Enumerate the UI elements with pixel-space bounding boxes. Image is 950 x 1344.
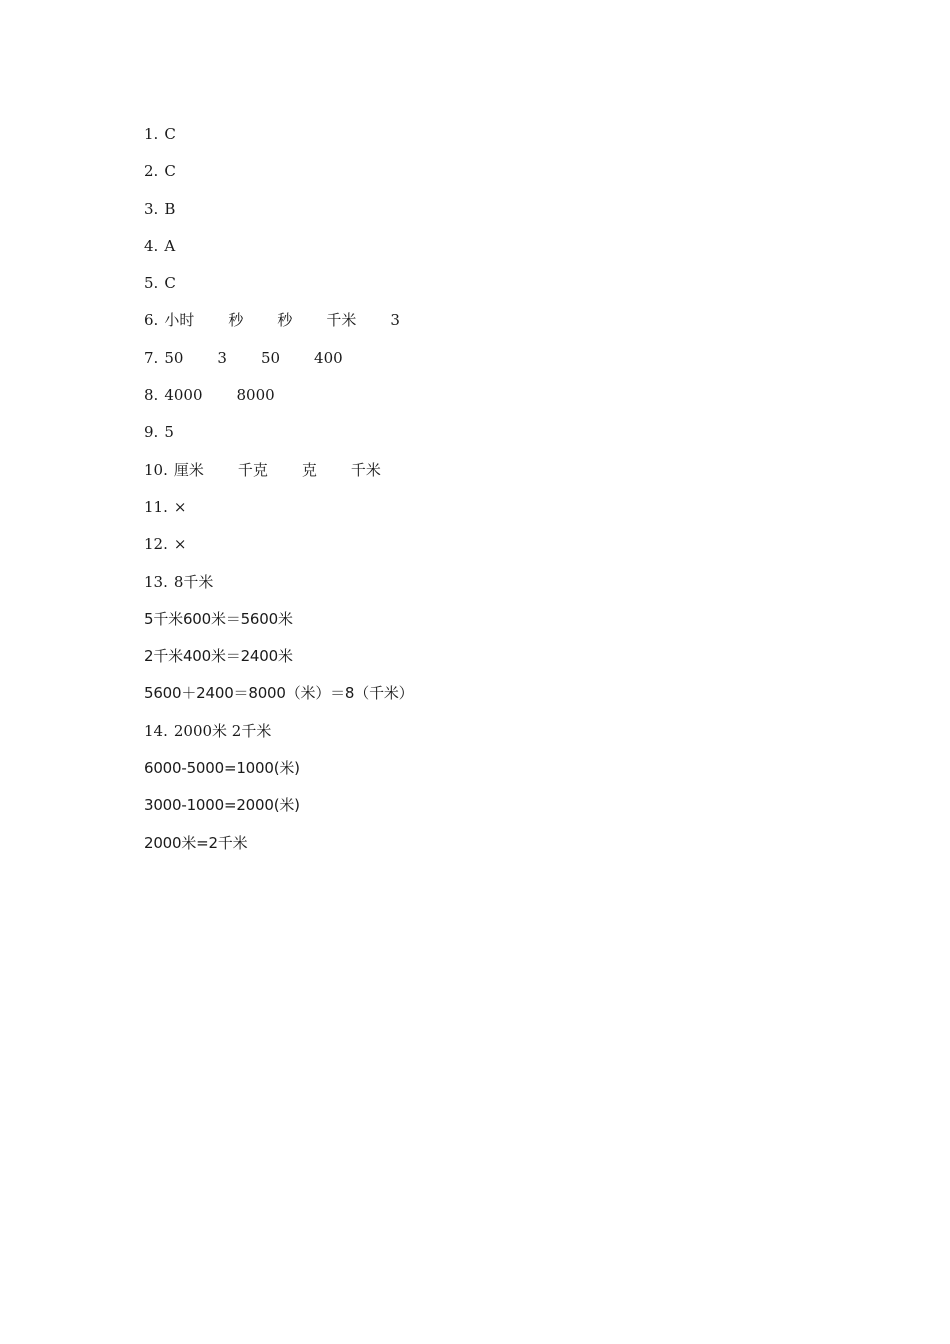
answer-item-5 — [144, 269, 844, 306]
item-number: 9. — [144, 423, 159, 442]
answer-item-11 — [144, 493, 844, 530]
answer-part: × — [173, 497, 187, 516]
work-line: 2千米400米＝2400米 — [144, 647, 293, 666]
item-number: 14. — [144, 721, 168, 740]
answer-part: 50 — [164, 348, 184, 367]
answer-item-6 — [144, 306, 844, 343]
answer-item-9 — [144, 418, 844, 455]
answer-part: C — [164, 274, 176, 293]
item-number: 4. — [144, 236, 159, 255]
answer-item-10 — [144, 456, 844, 493]
item-number: 2. — [144, 162, 159, 181]
item-number: 8. — [144, 386, 159, 405]
answer-part: A — [164, 236, 176, 255]
item-number: 10. — [144, 460, 168, 479]
answer-item-14 — [144, 717, 844, 754]
answer-part: × — [173, 535, 187, 554]
answer-part: 厘米 — [173, 460, 204, 479]
answer-part: 千米 — [326, 311, 357, 330]
item-number: 12. — [144, 535, 168, 554]
answer-item-7 — [144, 344, 844, 381]
answer-part: 50 — [260, 348, 281, 367]
answer-list — [144, 120, 844, 866]
work-line: 5600＋2400＝8000（米）＝8（千米） — [144, 684, 414, 703]
item-number: 11. — [144, 497, 168, 516]
answer-part: 秒 — [277, 311, 293, 330]
work-line: 3000-1000=2000(米) — [144, 796, 300, 815]
item-number: 13. — [144, 572, 168, 591]
answer-part: 克 — [301, 460, 317, 479]
answer-item-13 — [144, 568, 844, 605]
answer-part: 3 — [390, 311, 400, 330]
answer-part: 千克 — [237, 460, 268, 479]
item-number: 6. — [144, 311, 159, 330]
answer-part: 秒 — [228, 311, 244, 330]
answer-part: 8000 — [236, 386, 275, 405]
answer-part: 400 — [314, 348, 343, 367]
answer-part: C — [164, 162, 176, 181]
answer-item-1 — [144, 120, 844, 157]
item-number: 1. — [144, 125, 159, 143]
work-line: 6000-5000=1000(米) — [144, 759, 300, 778]
work-line: 5千米600米＝5600米 — [144, 609, 293, 628]
answer-part: B — [164, 199, 176, 218]
answer-part: 3 — [217, 348, 227, 367]
answer-item-4 — [144, 232, 844, 269]
answer-part: C — [164, 125, 176, 143]
item-number: 7. — [144, 348, 159, 367]
answer-part: 4000 — [164, 386, 203, 405]
answer-item-8 — [144, 381, 844, 418]
item-number: 5. — [144, 274, 159, 293]
work-line: 2000米=2千米 — [144, 833, 248, 852]
answer-part: 2000米 2千米 — [173, 721, 272, 740]
answer-item-2 — [144, 157, 844, 194]
answer-part: 千米 — [350, 460, 381, 479]
answer-part: 小时 — [164, 311, 195, 330]
item-number: 3. — [144, 199, 159, 218]
answer-item-3 — [144, 195, 844, 232]
answer-part: 5 — [164, 423, 174, 442]
answer-item-12 — [144, 530, 844, 567]
answer-part: 8千米 — [173, 572, 214, 591]
